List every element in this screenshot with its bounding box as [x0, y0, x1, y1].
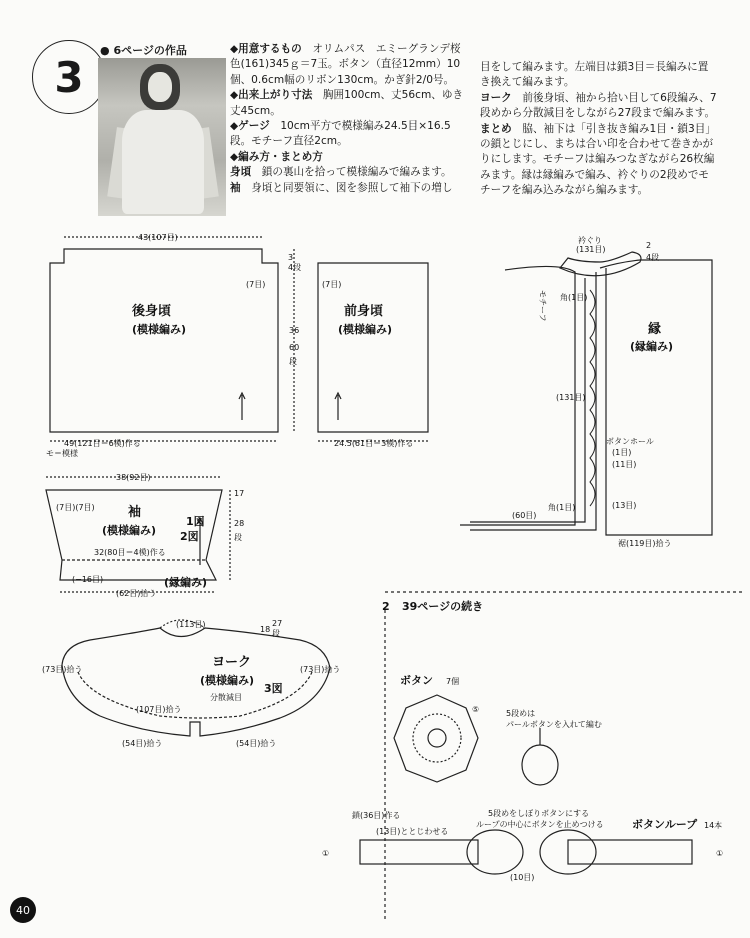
- loop-make: 鎖(36目)作る: [352, 811, 401, 820]
- edging-neck-label: 衿ぐり: [578, 236, 602, 245]
- button-note2: パールボタンを入れて編む: [506, 720, 602, 729]
- yoke-h3: 段: [272, 629, 280, 638]
- yoke-br: (54目)拾う: [236, 739, 277, 748]
- sleeve-top-width: 38(92目): [116, 473, 151, 482]
- front-body-title: 前身頃: [344, 304, 384, 319]
- edging-right-frame: [600, 260, 712, 535]
- sleeve-corners: (7目)(7目): [56, 503, 95, 512]
- button-center: [428, 729, 446, 747]
- edging-scallops: [590, 290, 595, 506]
- edging-rows2: 4段: [646, 253, 660, 262]
- back-body-title: 後身頃: [132, 304, 172, 319]
- back-bottom-width: 49(121目＝6模)作る: [64, 439, 141, 448]
- continued-text: 39ページの続き: [402, 600, 484, 613]
- height-mid2: 60: [289, 343, 300, 352]
- button-note3: 5段めをしぼりボタンにする: [488, 809, 590, 818]
- yoke-outline: [62, 628, 330, 736]
- instruction-paragraph: ◆編み方・まとめ方: [230, 150, 323, 163]
- instruction-paragraph: ◆出来上がり寸法 胸囲100cm、丈56cm、ゆき丈45cm。: [230, 89, 464, 117]
- loop-ten: (10目): [510, 873, 535, 882]
- loop-count: 14本: [704, 821, 723, 830]
- page-number: 40: [10, 897, 36, 923]
- sleeve-fig1: 1図: [186, 515, 205, 528]
- sleeve-title: 袖: [128, 505, 142, 520]
- yoke-dashed-line: [78, 672, 312, 718]
- sleeve-edge: (縁編み): [164, 576, 208, 589]
- edging-sub: (縁編み): [630, 340, 674, 353]
- work-reference: ● 6ページの作品: [100, 44, 187, 57]
- button-note4: ループの中心にボタンを止めつける: [476, 820, 604, 829]
- pattern-number: 3: [32, 40, 106, 114]
- edging-corner2: 角(1目): [548, 503, 576, 512]
- edging-bh2: (11目): [612, 460, 637, 469]
- mo-note: モ＝模様: [46, 449, 78, 458]
- yoke-dec: 分散減目: [210, 693, 242, 702]
- back-body-sub: (模様編み): [132, 323, 187, 336]
- edging-hem: 裾(119目)拾う: [618, 539, 672, 548]
- edging-title: 縁: [648, 322, 662, 337]
- edging-neck: (131目): [576, 245, 606, 254]
- instruction-paragraph: 目をして編みます。左端目は鎖3目＝長編みに置き換えて編みます。: [480, 61, 709, 89]
- button-r5: ⑤: [472, 705, 480, 714]
- loop-right-rect: [568, 840, 692, 864]
- sleeve-pick: (62目)拾う: [116, 589, 157, 598]
- loop-left-rect: [360, 840, 478, 864]
- front-body-sub: (模様編み): [338, 323, 393, 336]
- sleeve-h3: 段: [234, 533, 242, 542]
- instruction-paragraph: 身頃 鎖の裏山を拾って模様編みで編みます。: [230, 166, 452, 179]
- sleeve-h2: 28: [234, 519, 245, 528]
- yoke-side-l: (73目)拾う: [42, 665, 83, 674]
- loop-fold: (13目)ととじわせる: [376, 827, 449, 836]
- yoke-title: ヨーク: [212, 655, 252, 670]
- edging-bottom: (60目): [512, 511, 537, 520]
- edging-corner1: 角(1目): [560, 293, 588, 302]
- yoke-h2: 27: [272, 619, 283, 628]
- height-mid: 36: [289, 326, 300, 335]
- edging-motif: モチーフ: [538, 290, 547, 322]
- edging-bh3: (13目): [612, 501, 637, 510]
- yoke-sub: (模様編み): [200, 674, 255, 687]
- yoke-fig: 3図: [264, 682, 283, 695]
- sleeve-sub: (模様編み): [102, 524, 157, 537]
- edging-bh1: (1目): [612, 448, 632, 457]
- work-reference-text: 6ページの作品: [113, 44, 187, 57]
- edging-rows: 2: [646, 241, 652, 250]
- button-count: 7個: [446, 677, 460, 686]
- instruction-paragraph: ヨーク 前後身頃、袖から拾い目して6段編み、7段めから分散減目をしながら27段まで編みます。: [480, 91, 717, 120]
- yoke-bl: (54目)拾う: [122, 739, 163, 748]
- edging-buttonhole: ボタンホール: [606, 437, 654, 446]
- instruction-paragraph: 袖 身頃と同要領に、図を参照して袖下の増し: [230, 181, 453, 194]
- height-top2: 4段: [288, 263, 302, 272]
- yoke-side-r: (73目)拾う: [300, 665, 341, 674]
- button-octagon: [394, 695, 478, 782]
- button-pearl: [522, 745, 558, 785]
- loop-title: ボタンループ: [632, 818, 698, 831]
- continued-num: 2: [382, 600, 390, 613]
- back-body-outline: [50, 249, 278, 432]
- yoke-mid: (107目)拾う: [136, 705, 182, 714]
- edging-neck-collar: [560, 252, 641, 276]
- sleeve-minus: (−16目): [72, 575, 104, 584]
- loop-mark: ①: [322, 849, 330, 858]
- height-mid3: 段: [289, 357, 297, 366]
- height-top: 3: [288, 253, 294, 262]
- yoke-top: (113目): [176, 620, 206, 629]
- front-bottom-width: 24.5(61目＝3模)作る: [334, 439, 414, 448]
- loop-left-end: [467, 830, 523, 874]
- edging-front: (131目): [556, 393, 586, 402]
- instruction-paragraph: ◆用意するもの オリムパス エミーグランデ桜色(161)345ｇ＝7玉。ボタン（直径12mm）10個、0.6cm幅のリボン130cm。かぎ針2/0号。: [230, 43, 461, 86]
- instruction-paragraph: ◆ゲージ 10cm平方で模様編み24.5目×16.5段。モチーフ直径2cm。: [230, 120, 451, 148]
- back-top-width: 43(107目): [138, 233, 178, 242]
- back-corner: (7目): [246, 280, 266, 289]
- button-note1: 5段めは: [506, 709, 536, 718]
- sleeve-fig2: 2図: [180, 530, 199, 543]
- instruction-paragraph: まとめ 脇、袖下は「引き抜き編み1目・鎖3目」の鎖とじにし、まちは合い印を合わせて巻きかがりにします。モチーフは編みつなぎながら26枚編みます。縁は縁編みで編み、衿ぐりの2段めでモチーフを編み込みながら編みます。: [480, 122, 716, 197]
- loop-mark: ①: [716, 849, 724, 858]
- button-title: ボタン: [400, 674, 433, 687]
- sleeve-h1: 17: [234, 489, 245, 498]
- yoke-h1: 18: [260, 625, 271, 634]
- sleeve-bottom-width: 32(80目＝4模)作る: [94, 548, 166, 557]
- button-ring: [413, 714, 461, 762]
- front-corner: (7目): [322, 280, 342, 289]
- button-motif: [394, 695, 478, 782]
